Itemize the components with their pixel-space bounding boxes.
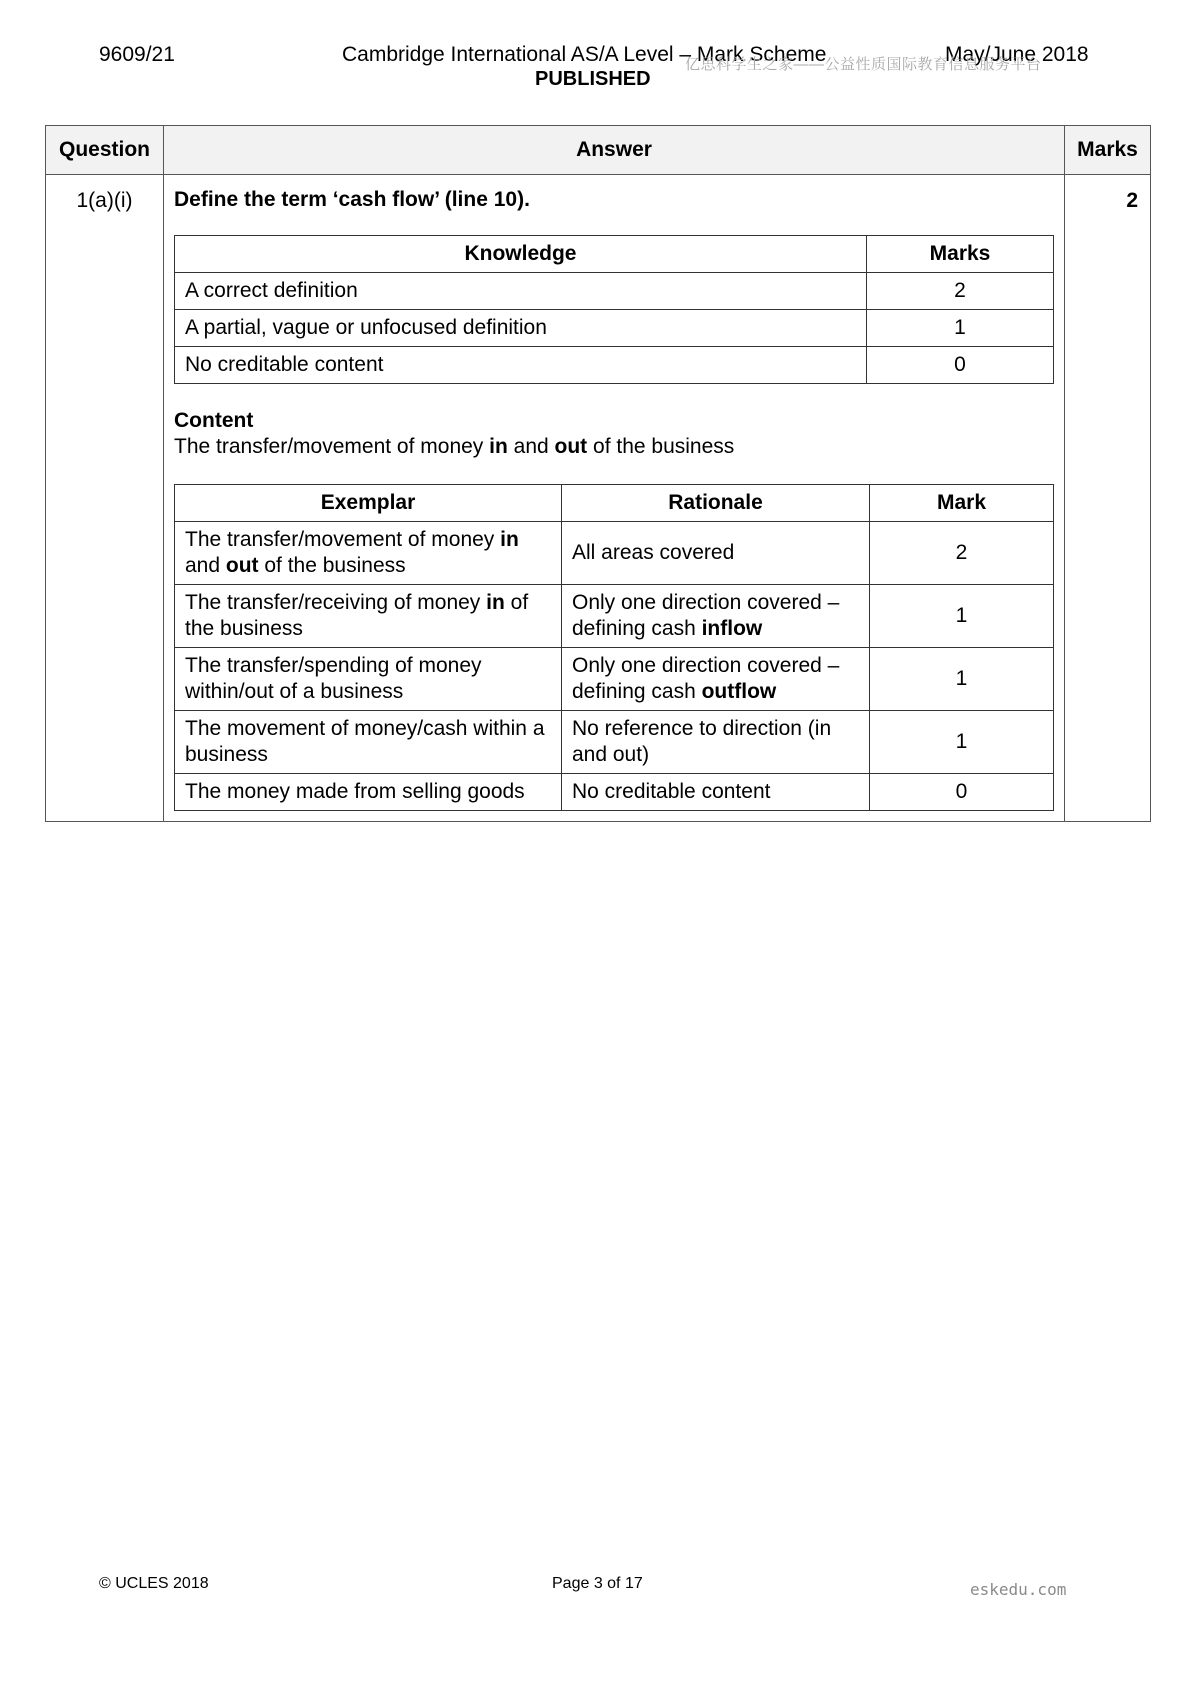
exemplar-text: The transfer/receiving of money in of the business	[175, 585, 562, 648]
watermark-text: 亿思科学生之家——公益性质国际教育信息服务平台	[685, 56, 1042, 73]
mark-scheme-table	[45, 125, 1151, 822]
exemplar-mark: 1	[870, 711, 1054, 774]
exemplar-text: The transfer/movement of money in and out of the business	[175, 522, 562, 585]
document-title: Cambridge International AS/A Level – Mark Scheme	[342, 43, 827, 66]
knowledge-mark: 0	[867, 347, 1054, 384]
rationale-text: All areas covered	[562, 522, 870, 585]
rationale-text: No reference to direction (in and out)	[562, 711, 870, 774]
knowledge-mark: 2	[867, 273, 1054, 310]
question-row	[46, 175, 1151, 822]
table-row	[175, 522, 1054, 585]
table-row	[175, 347, 1054, 384]
exemplar-mark: 1	[870, 648, 1054, 711]
knowledge-header-row	[175, 236, 1054, 273]
table-row	[175, 273, 1054, 310]
exemplar-mark: 0	[870, 774, 1054, 811]
exemplar-table	[174, 484, 1054, 811]
question-header: Question	[46, 126, 164, 175]
mark-scheme-header-row	[46, 126, 1151, 175]
rationale-text: No creditable content	[562, 774, 870, 811]
exemplar-text: The transfer/spending of money within/out of a business	[175, 648, 562, 711]
table-row	[175, 585, 1054, 648]
exemplar-text: The money made from selling goods	[175, 774, 562, 811]
copyright-notice: © UCLES 2018	[99, 1575, 209, 1592]
exemplar-mark: 1	[870, 585, 1054, 648]
knowledge-criterion: No creditable content	[175, 347, 867, 384]
exam-code: 9609/21	[99, 43, 175, 66]
knowledge-header: Knowledge	[175, 236, 867, 273]
marks-header: Marks	[1065, 126, 1151, 175]
exemplar-mark: 2	[870, 522, 1054, 585]
mark-header: Mark	[870, 485, 1054, 522]
site-watermark: eskedu.com	[970, 1580, 1067, 1599]
rationale-text: Only one direction covered – defining cash inflow	[562, 585, 870, 648]
exemplar-text: The movement of money/cash within a business	[175, 711, 562, 774]
question-prompt: Define the term ‘cash flow’ (line 10).	[174, 188, 530, 211]
table-row	[175, 648, 1054, 711]
rationale-text: Only one direction covered – defining cash outflow	[562, 648, 870, 711]
answer-cell	[164, 175, 1065, 822]
answer-header: Answer	[164, 126, 1065, 175]
knowledge-criterion: A partial, vague or unfocused definition	[175, 310, 867, 347]
rationale-header: Rationale	[562, 485, 870, 522]
table-row	[175, 711, 1054, 774]
page-number: Page 3 of 17	[552, 1575, 643, 1592]
exemplar-header-row	[175, 485, 1054, 522]
content-text: The transfer/movement of money in and out of the business	[174, 435, 735, 458]
knowledge-mark: 1	[867, 310, 1054, 347]
exemplar-header: Exemplar	[175, 485, 562, 522]
table-row	[175, 774, 1054, 811]
knowledge-criterion: A correct definition	[175, 273, 867, 310]
question-marks: 2	[1065, 175, 1151, 822]
table-row	[175, 310, 1054, 347]
exam-session: May/June 2018	[945, 43, 1089, 66]
knowledge-marks-header: Marks	[867, 236, 1054, 273]
question-number: 1(a)(i)	[46, 175, 164, 822]
published-label: PUBLISHED	[535, 68, 651, 90]
knowledge-table	[174, 235, 1054, 384]
content-heading: Content	[174, 409, 254, 432]
